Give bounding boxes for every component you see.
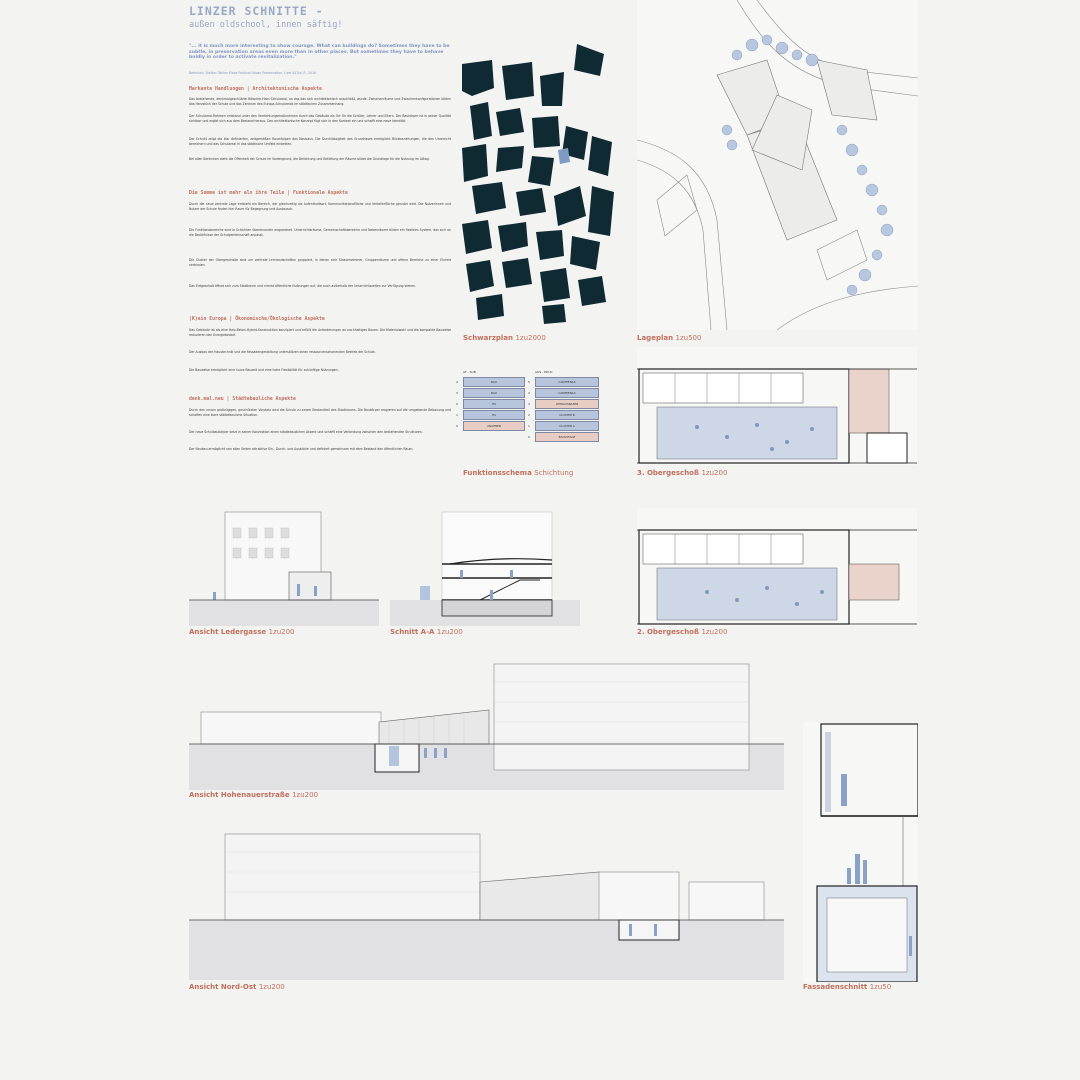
schema-header: AT - SUB <box>463 370 476 374</box>
poster-subtitle: außen oldschool, innen säftig! <box>189 20 343 30</box>
section-paragraph: Der Neubau ermöglicht von allen Seiten attraktive Ein-, Durch- und Ausblicke und definiert gemeinsam mit dem Bestand den öffentlichen Raum. <box>189 447 414 451</box>
caption-scale: 1zu2000 <box>515 334 546 342</box>
schema-row-number: 3 <box>456 391 458 395</box>
section-paragraph: Durch den neuen großzügigen, geschützten Vorplatz wird die Schule zu einem Bestandteil des Stadtraums. Die Baukörper reagieren auf die umgebende Bebauung und schaffen eine klare städtebauliche Situation. <box>189 408 451 417</box>
schema-row-label: LEHRAUSBASEN <box>555 402 579 406</box>
schema-row <box>528 388 599 398</box>
og2-caption <box>637 628 727 636</box>
schema-row-label: HS <box>492 413 496 417</box>
section-heading-urban: denk.mal.neu | Städtebauliche Aspekte <box>189 397 296 402</box>
schema-caption <box>463 469 573 477</box>
schema-row-label: HS <box>492 402 496 406</box>
caption-scale: 1zu50 <box>869 983 892 991</box>
elevation-ledergasse-figure <box>189 508 379 626</box>
schema-row-number: 2 <box>456 402 458 406</box>
schema-row-number: 0 <box>528 435 530 439</box>
elevation-hohenauer-figure <box>189 662 784 790</box>
floorplan-og3-figure <box>637 347 917 465</box>
quote: "... it is much more interesting to show courage. What can buildings do? Sometimes they have to be subtle, in preservation areas even more than in other places. But sometimes they have to behave boldly in order to activate revitalization." <box>189 44 450 61</box>
poster-title: LINZER SCHNITTE - <box>189 4 324 18</box>
fassade-caption <box>803 983 891 991</box>
schema-row <box>528 432 599 442</box>
caption-title: Fassadenschnitt <box>803 983 868 991</box>
section-paragraph: Das Erdgeschoß öffnet sich zum Stadtraum und nimmt öffentliche Nutzungen auf, die auch außerhalb der Unterrichtszeiten zur Verfügung stehen. <box>189 284 417 288</box>
schema-row-number: 4 <box>456 380 458 384</box>
schema-rows <box>528 377 599 442</box>
schema-left-column <box>456 370 525 432</box>
caption-scale: 1zu200 <box>268 628 295 636</box>
caption-title: 3. Obergeschoß <box>637 469 700 477</box>
caption-scale: 1zu200 <box>292 791 319 799</box>
schema-row-label: BACKSTAGE <box>558 435 576 439</box>
section-heading-function: Die Summe ist mehr als ihre Teile | Funktionale Aspekte <box>189 191 348 196</box>
section-paragraph: Die Bauweise ermöglicht eine kurze Bauzeit und eine hohe Flexibilität für zukünftige Nutzungen. <box>189 368 339 372</box>
section-paragraph: Der Schulareal-Rahmen entstand unter den Verdichtungsmaßnahmen durch das Gebäude als Ort für die Schüler, Lehrer und Eltern. Der Baukörper ist in seiner Qualität sichtbar und ergibt sich aus dem Bestand heraus. Das architektonische Konzept fügt sich in den Kontext ein und schafft eine neue Identität. <box>189 114 451 123</box>
floorplan-og2-figure <box>637 508 917 626</box>
schema-row-number: 5 <box>528 380 530 384</box>
schema-row <box>528 399 599 409</box>
section-paragraph: Das Gebäude ist als eine Holz-Beton-Hybrid-Konstruktion konzipiert und erfüllt die Anforderungen an nachhaltiges Bauen. Die Materialwahl und die kompakte Bauweise reduzieren den Energiebedarf. <box>189 328 451 337</box>
section-paragraph: Durch die neue zentrale Lage entsteht ein Bereich, der gleichzeitig als Aufenthaltsort, Kommunikationsfläche und Verteilerfläche genutzt wird. Die Nutzerinnen und Nutzer der Schule finden hier Raum für Begegnung und Austausch. <box>189 202 451 211</box>
caption-scale: Schichtung <box>534 469 574 477</box>
schema-row <box>528 410 599 420</box>
section-heading-architecture: Markante Handlungen | Architektonische Aspekte <box>189 87 322 92</box>
schema-row <box>456 399 525 409</box>
caption-title: Schwarzplan <box>463 334 514 342</box>
schema-row-label: ANGEBEN <box>487 424 501 428</box>
section-paragraph: Bei allen Bereichen steht die Offenheit der Schule im Vordergrund, die Belichtung und Belüftung der Räume bildet die Grundlage für die Nutzung im Alltag. <box>189 157 430 161</box>
section-paragraph: Die Cluster der Obergeschoße sind um zentrale Lernlandschaften gruppiert, in denen sich Klassenzimmer, Gruppenräume und offene Bereiche zu einer Einheit verbinden. <box>189 258 451 267</box>
schema-row-label: CANTEENAS <box>558 380 576 384</box>
schema-row <box>528 421 599 431</box>
schema-row <box>456 410 525 420</box>
schwarzplan-figure <box>462 36 622 326</box>
caption-title: Ansicht Hohenauerstraße <box>189 791 290 799</box>
caption-scale: 1zu200 <box>701 628 728 636</box>
caption-scale: 1zu500 <box>675 334 702 342</box>
schema-rows <box>456 377 525 431</box>
schema-row-number: 4 <box>528 391 530 395</box>
lageplan-figure <box>637 0 918 330</box>
section-paragraph: Die Funktionsbereiche sind in Schichten übereinander angeordnet. Unterrichtsräume, Gemeinschaftsbereiche und Nebenräume bilden ein flexibles System, das sich an die Bedürfnisse der Schulgemeinschaft anpasst. <box>189 228 451 237</box>
caption-scale: 1zu200 <box>258 983 285 991</box>
schema-row-number: 0 <box>456 424 458 428</box>
elevation-nordost-figure <box>189 832 784 980</box>
schema-row-number: 1 <box>456 413 458 417</box>
schema-row-label: BAU <box>491 391 497 395</box>
caption-title: Ansicht Nord-Ost <box>189 983 257 991</box>
schema-row <box>456 388 525 398</box>
facade-section-figure <box>803 722 918 982</box>
ledergasse-caption <box>189 628 295 636</box>
caption-title: Lageplan <box>637 334 674 342</box>
schema-row <box>528 377 599 387</box>
lageplan-caption <box>637 334 701 342</box>
section-paragraph: Der Ausbau der Haustechnik und die Fassadengestaltung unterstützen einen ressourcenschonenden Betrieb der Schule. <box>189 350 376 354</box>
caption-title: 2. Obergeschoß <box>637 628 700 636</box>
section-heading-ecology: (K)ein Europa | Ökonomische/Ökologische Aspekte <box>189 317 325 322</box>
caption-title: Funktionsschema <box>463 469 532 477</box>
caption-title: Schnitt A-A <box>390 628 435 636</box>
schema-row <box>456 421 525 431</box>
schema-row-number: 1 <box>528 424 530 428</box>
caption-title: Ansicht Ledergasse <box>189 628 267 636</box>
schema-row-label: CLUSTER A <box>559 424 575 428</box>
schema-row-number: 2 <box>528 413 530 417</box>
og3-caption <box>637 469 727 477</box>
schema-row-label: BAU <box>491 380 497 384</box>
quote-source: Behnisch, Stefan: Tallinn Place Festival Urban Preservation, Lied 447(a) P., 2016 <box>189 71 317 75</box>
caption-scale: 1zu200 <box>436 628 463 636</box>
schema-row <box>456 377 525 387</box>
hohenauer-caption <box>189 791 318 799</box>
section-aa-figure <box>390 508 580 626</box>
section-paragraph: Der neue Schulbaukörper setzt in seiner Konzeption einen städtebaulichen Akzent und schafft eine Verbindung zwischen den bestehenden Strukturen. <box>189 430 423 434</box>
section-paragraph: Der Schnitt zeigt die klar definierten, zeitgemäßen Raumfolgen des Neubaus. Die Durchlässigkeit des Grundrisses ermöglicht Blickbeziehungen, die den Unterricht bereichern und das Schulareal in das städtische Umfeld einbetten. <box>189 137 451 146</box>
schema-row-label: CANTEENAS <box>558 391 576 395</box>
schema-row-label: CLUSTER B <box>559 413 575 417</box>
schnitt-caption <box>390 628 463 636</box>
schema-row-number: 3 <box>528 402 530 406</box>
schema-right-column <box>528 370 599 443</box>
schema-header: AUS - EDUC <box>535 370 553 374</box>
section-paragraph: Das bestehende, denkmalgeschützte Hölscher-Ham Schulareal, an das das sich architektonisch anschließt, wurde. Zwischenräume und Zwischenkonfigurationen bilden das Herzstück der Schule und das Zentrum des Europa-Schulareals im städtischen Zusammenhang. <box>189 97 451 106</box>
caption-scale: 1zu200 <box>701 469 728 477</box>
nordost-caption <box>189 983 285 991</box>
schwarzplan-caption <box>463 334 546 342</box>
